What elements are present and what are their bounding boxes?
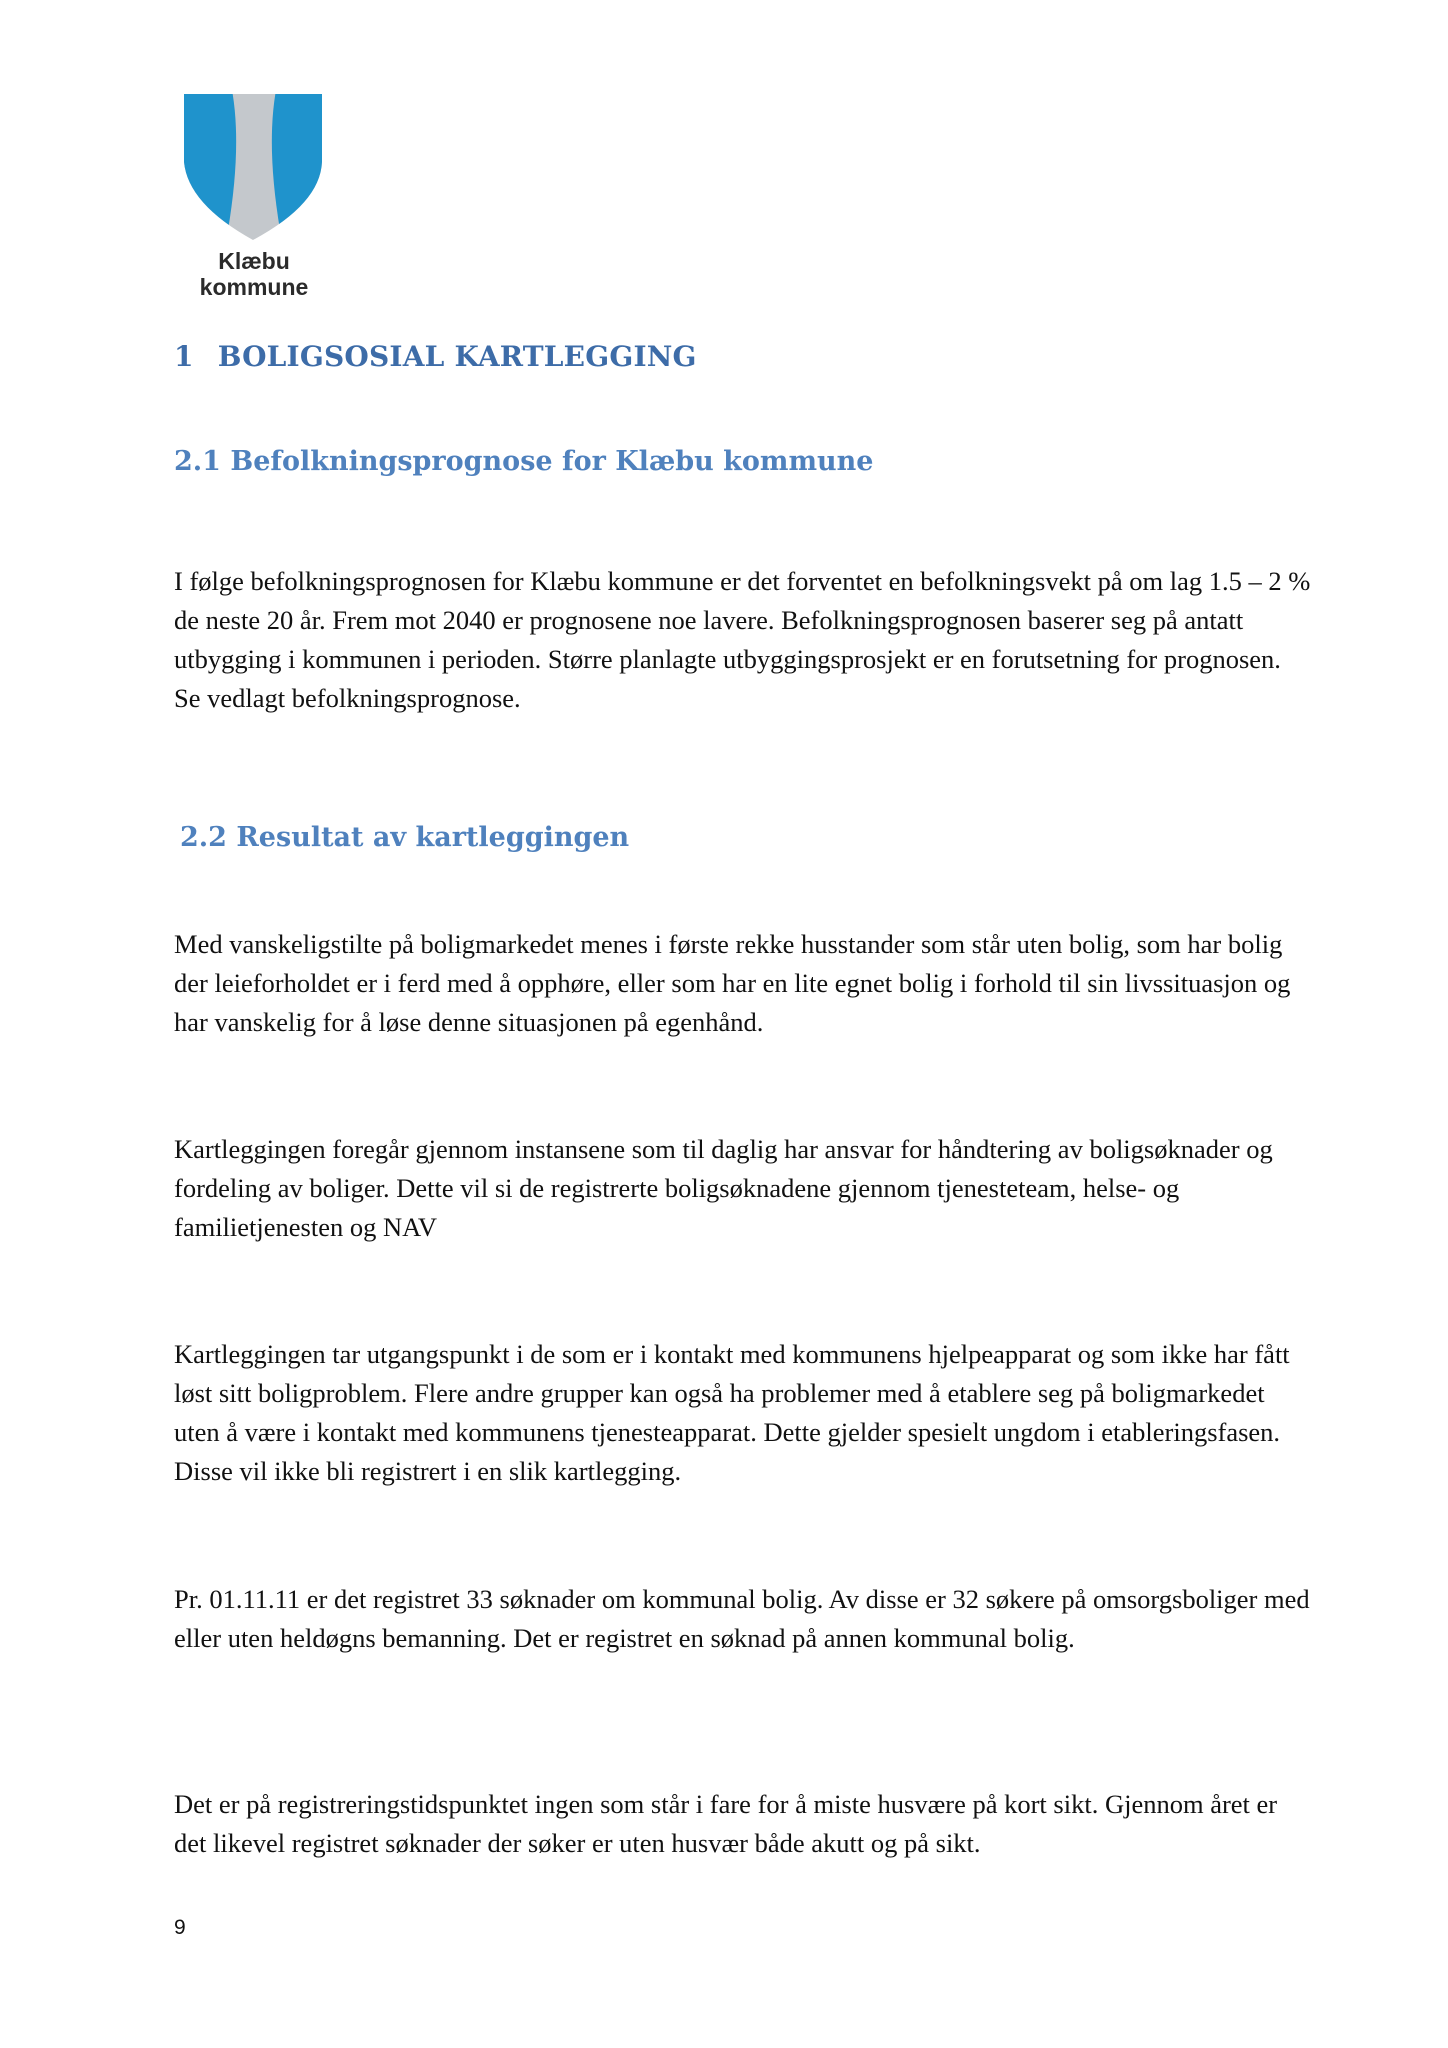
- paragraph-definition: Med vanskeligstilte på boligmarkedet menes i første rekke husstander som står uten bolig, som har bolig der leieforholdet er i ferd med å opphøre, eller som har en lite egnet bolig i forhold til sin livssituasjon og har vanskelig for å løse denne situasjonen på egenhånd.: [174, 929, 1291, 1037]
- chapter-heading: [174, 340, 697, 373]
- paragraph-survey-method: Kartleggingen foregår gjennom instansene som til daglig har ansvar for håndtering av boligsøknader og fordeling av boliger. Dette vil si de registrerte boligsøknadene gjennom tjenesteteam, helse- og familietjenesten og NAV: [174, 1134, 1273, 1242]
- chapter-number: 1: [174, 340, 194, 373]
- chapter-title: BOLIGSOSIAL KARTLEGGING: [217, 340, 697, 373]
- coat-of-arms-icon: [176, 88, 332, 248]
- municipality-logo: [176, 88, 332, 306]
- section-heading-2-1: 2.1 Befolkningsprognose for Klæbu kommune: [174, 446, 874, 477]
- paragraph-population-forecast: I følge befolkningsprognosen for Klæbu kommune er det forventet en befolkningsvekt på om lag 1.5 – 2 % de neste 20 år. Frem mot 2040 er prognosene noe lavere. Befolkningsprognosen baserer seg på antatt utbygging i kommunen i perioden. Større planlagte utbyggingsprosjekt er en forutsetning for prognosen. Se vedlagt befolkningsprognose.: [174, 566, 1311, 713]
- paragraph-risk: Det er på registreringstidspunktet ingen som står i fare for å miste husvære på kort sikt. Gjennom året er det likevel registret søknader der søker er uten husvær både akutt og på sikt.: [174, 1789, 1278, 1858]
- paragraph-survey-scope: Kartleggingen tar utgangspunkt i de som er i kontakt med kommunens hjelpeapparat og som ikke har fått løst sitt boligproblem. Flere andre grupper kan også ha problemer med å etablere seg på boligmarkedet uten å være i kontakt med kommunens tjenesteapparat. Dette gjelder spesielt ungdom i etableringsfasen. Disse vil ikke bli registrert i en slik kartlegging.: [174, 1339, 1290, 1486]
- paragraph-applications: Pr. 01.11.11 er det registret 33 søknader om kommunal bolig. Av disse er 32 søkere på omsorgsboliger med eller uten heldøgns bemanning. Det er registret en søknad på annen kommunal bolig.: [174, 1584, 1310, 1653]
- logo-text-line1: Klæbu: [218, 248, 290, 274]
- logo-text-line2: kommune: [199, 274, 309, 300]
- page-number: 9: [174, 1916, 186, 1939]
- section-heading-2-2: 2.2 Resultat av kartleggingen: [180, 822, 630, 853]
